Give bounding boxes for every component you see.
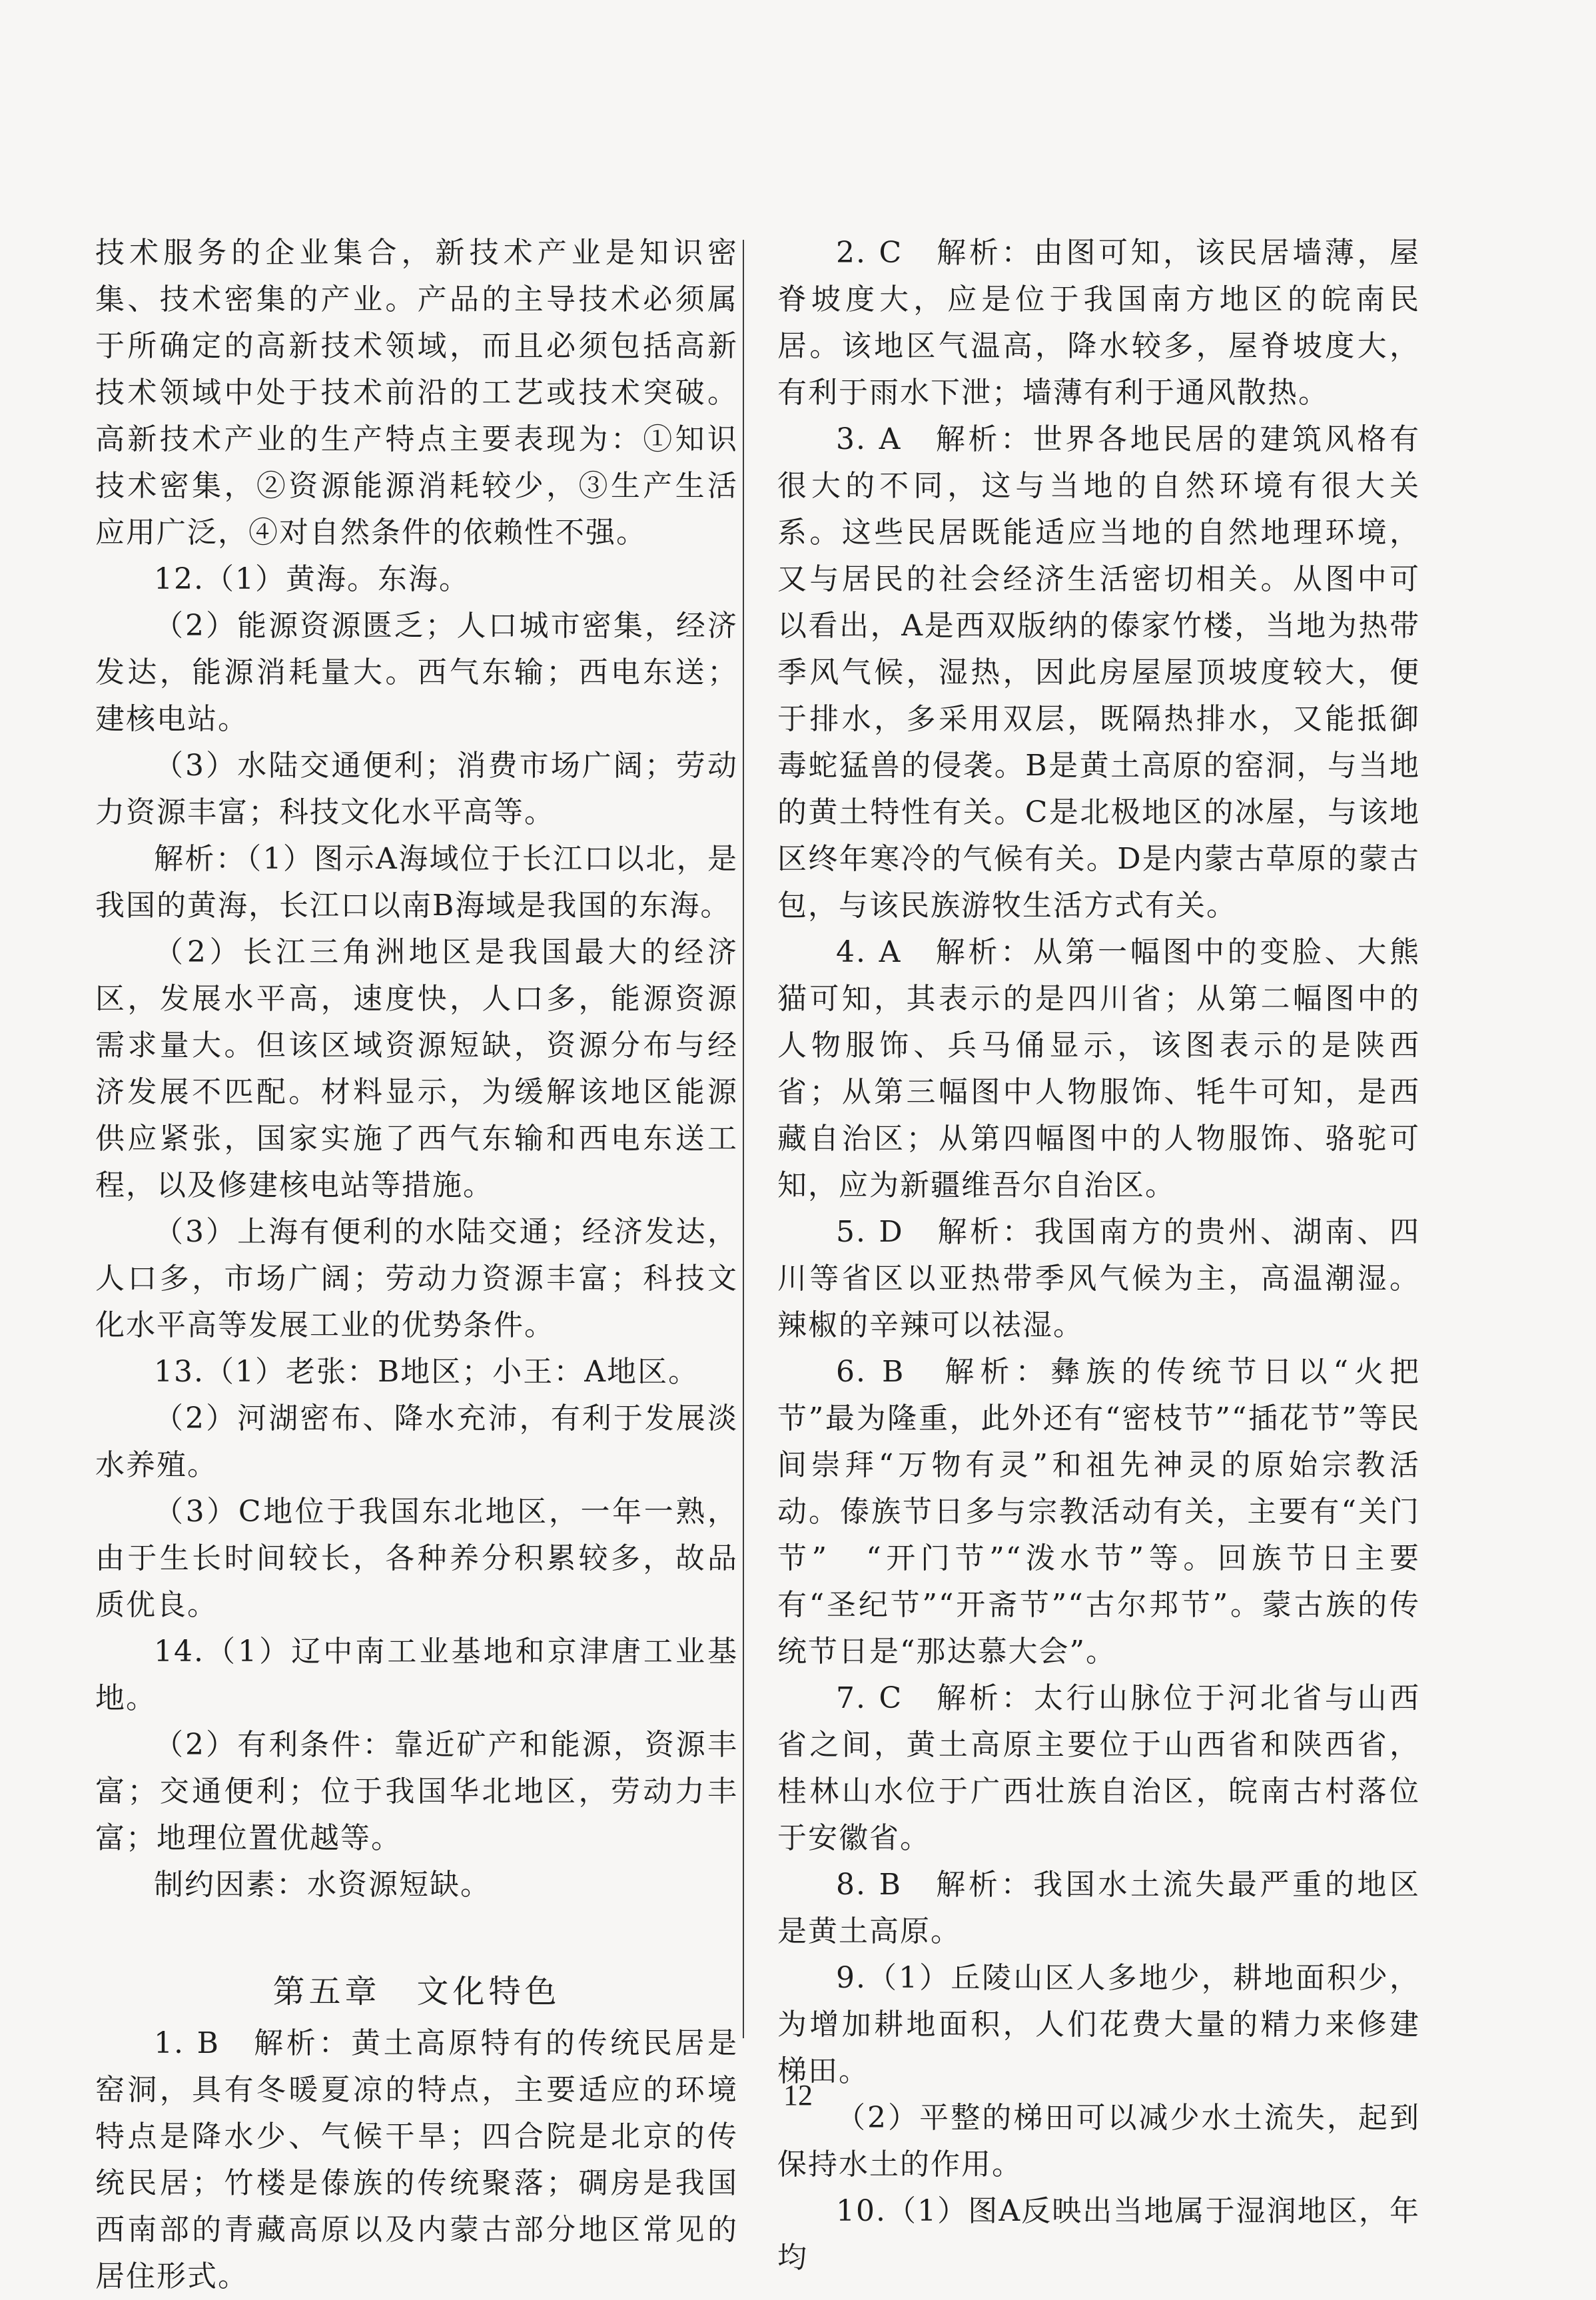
paragraph: 4. A 解析：从第一幅图中的变脸、大熊猫可知，其表示的是四川省；从第二幅图中的人物服饰、兵马俑显示，该图表示的是陕西省；从第三幅图中人物服饰、牦牛可知，是西藏自治区；从第四幅图中的人物服饰、骆驼可知，应为新疆维吾尔自治区。 [777,935,1420,1202]
paragraph: 2. C 解析：由图可知，该民居墙薄，屋脊坡度大，应是位于我国南方地区的皖南民居。该地区气温高，降水较多，屋脊坡度大，有利于雨水下泄；墙薄有利于通风散热。 [777,236,1420,410]
paragraph: 1. B 解析：黄土高原特有的传统民居是窑洞，具有冬暖夏凉的特点，主要适应的环境特点是降水少、气候干旱；四合院是北京的传统民居；竹楼是傣族的传统聚落；碉房是我国西南部的青藏高原以及内蒙古部分地区常见的居住形式。 [95,2026,738,2293]
left-column [95,230,738,2300]
paragraph: 9.（1）丘陵山区人多地少，耕地面积少，为增加耕地面积，人们花费大量的精力来修建梯田。 [777,1961,1420,2088]
paragraph: 制约因素：水资源短缺。 [154,1868,491,1902]
page-number: 12 [783,2079,813,2111]
paragraph: （2）有利条件：靠近矿产和能源，资源丰富；交通便利；位于我国华北地区，劳动力丰富；地理位置优越等。 [95,1728,738,1855]
paragraph: 7. C 解析：太行山脉位于河北省与山西省之间，黄土高原主要位于山西省和陕西省，桂林山水位于广西壮族自治区，皖南古村落位于安徽省。 [777,1681,1420,1855]
chapter-heading: 第五章 文化特色 [272,1973,561,2010]
paragraph: （3）水陆交通便利；消费市场广阔；劳动力资源丰富；科技文化水平高等。 [95,749,738,829]
paragraph: （3）上海有便利的水陆交通；经济发达，人口多，市场广阔；劳动力资源丰富；科技文化水平高等发展工业的优势条件。 [95,1215,738,1342]
paragraph: 6. B 解析：彝族的传统节日以“火把节”最为隆重，此外还有“密枝节”“插花节”等民间崇拜“万物有灵”和祖先神灵的原始宗教活动。傣族节日多与宗教活动有关，主要有“关门节” “开门节”“泼水节”等。回族节日主要有“圣纪节”“开斋节”“古尔邦节”。蒙古族的传统节日是“那达慕大会”。 [777,1355,1420,1669]
paragraph: 5. D 解析：我国南方的贵州、湖南、四川等省区以亚热带季风气候为主，高温潮湿。辣椒的辛辣可以祛湿。 [777,1215,1420,1342]
paragraph: 8. B 解析：我国水土流失最严重的地区是黄土高原。 [777,1868,1420,1948]
paragraph: 技术服务的企业集合，新技术产业是知识密集、技术密集的产业。产品的主导技术必须属于所确定的高新技术领域，而且必须包括高新技术领域中处于技术前沿的工艺或技术突破。高新技术产业的生产特点主要表现为：①知识技术密集，②资源能源消耗较少，③生产生活应用广泛，④对自然条件的依赖性不强。 [95,236,738,550]
paragraph: 10.（1）图A反映出当地属于湿润地区，年均 [777,2194,1420,2275]
paragraph: （2）河湖密布、降水充沛，有利于发展淡水养殖。 [95,1401,738,1482]
column-divider [743,240,744,2038]
paragraph: 13.（1）老张：B地区；小王：A地区。 [154,1355,699,1389]
paragraph: （2）长江三角洲地区是我国最大的经济区，发展水平高，速度快，人口多，能源资源需求量大。但该区域资源短缺，资源分布与经济发展不匹配。材料显示，为缓解该地区能源供应紧张，国家实施了西气东输和西电东送工程，以及修建核电站等措施。 [95,935,738,1202]
paragraph: 3. A 解析：世界各地民居的建筑风格有很大的不同，这与当地的自然环境有很大关系。这些民居既能适应当地的自然地理环境，又与居民的社会经济生活密切相关。从图中可以看出，A是西双版纳的傣家竹楼，当地为热带季风气候，湿热，因此房屋屋顶坡度较大，便于排水，多采用双层，既隔热排水，又能抵御毒蛇猛兽的侵袭。B是黄土高原的窑洞，与当地的黄土特性有关。C是北极地区的冰屋，与该地区终年寒冷的气候有关。D是内蒙古草原的蒙古包，与该民族游牧生活方式有关。 [777,422,1420,923]
paragraph: （2）平整的梯田可以减少水土流失，起到保持水土的作用。 [777,2101,1420,2181]
paragraph: 12.（1）黄海。东海。 [154,562,470,596]
paragraph: （3）C地位于我国东北地区，一年一熟，由于生长时间较长，各种养分积累较多，故品质优良。 [95,1495,738,1622]
right-column [777,230,1420,2281]
paragraph: （2）能源资源匮乏；人口城市密集，经济发达，能源消耗量大。西气东输；西电东送；建核电站。 [95,609,738,736]
paragraph: 解析：（1）图示A海域位于长江口以北，是我国的黄海，长江口以南B海域是我国的东海。 [95,842,738,923]
paragraph: 14.（1）辽中南工业基地和京津唐工业基地。 [95,1635,738,1715]
